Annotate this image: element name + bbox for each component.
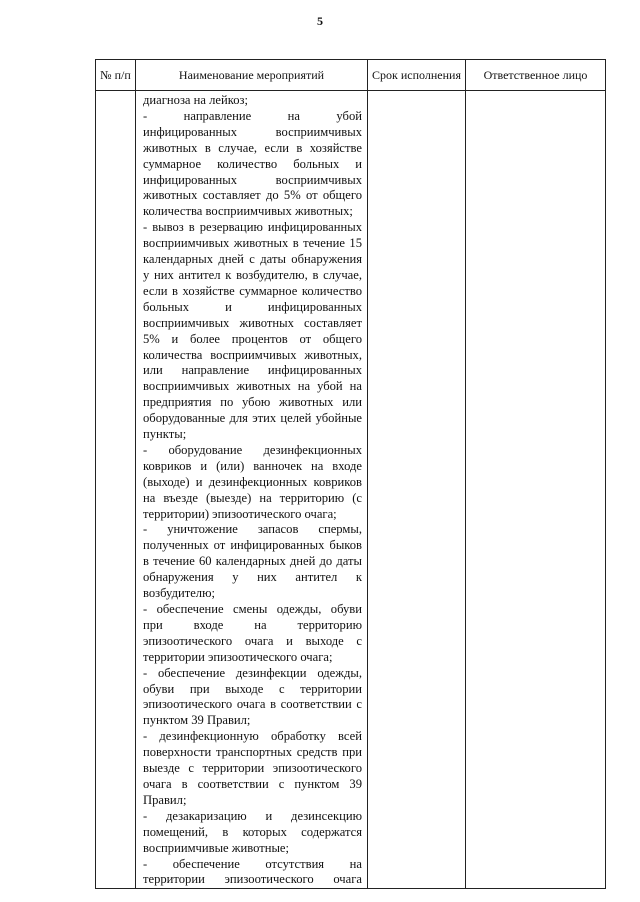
measure-line: возбудителю; bbox=[143, 586, 215, 601]
measure-line: если в хозяйстве суммарное количество bbox=[143, 283, 362, 298]
header-measure-name: Наименование мероприятий bbox=[136, 60, 368, 91]
measure-item bbox=[143, 809, 362, 857]
measure-item bbox=[143, 522, 362, 602]
measure-line: у них антител к возбудителю, в случае, bbox=[143, 267, 362, 282]
measure-line: диагноза на лейкоз; bbox=[143, 93, 248, 107]
measure-line: поверхности транспортных средств при bbox=[143, 745, 362, 760]
measure-line: эпизоотического очага и выходе с bbox=[143, 633, 362, 648]
table-row bbox=[96, 91, 606, 889]
measure-item bbox=[143, 220, 362, 443]
measure-line: (выходе) и дезинфекционных ковриков bbox=[143, 474, 362, 489]
measures-list bbox=[136, 91, 367, 888]
measure-line: территории) эпизоотического очага; bbox=[143, 506, 337, 521]
measure-line: предприятия по убою животных или bbox=[143, 395, 362, 410]
measure-line: количества восприимчивых животных, bbox=[143, 347, 362, 362]
measure-line: пункты; bbox=[143, 427, 187, 442]
measure-line: эпизоотического очага в соответствии с bbox=[143, 697, 362, 712]
measure-line: - оборудование дезинфекционных bbox=[143, 442, 362, 457]
measure-line: животных составляет до 5% от общего bbox=[143, 188, 362, 203]
measure-item bbox=[143, 729, 362, 809]
page-number: 5 bbox=[317, 14, 323, 28]
measure-line: восприимчивых животных в течение 15 bbox=[143, 236, 362, 251]
measure-item bbox=[143, 666, 362, 730]
measures-table bbox=[95, 59, 606, 889]
measure-line: ковриков и (или) ванночек на входе bbox=[143, 458, 362, 473]
measure-line: восприимчивых животных на убой на bbox=[143, 379, 362, 394]
measure-line: - обеспечение дезинфекции одежды, bbox=[143, 665, 362, 680]
measure-line: территории эпизоотического очага bbox=[143, 872, 362, 887]
measure-line: полученных от инфицированных быков bbox=[143, 538, 362, 553]
header-responsible: Ответственное лицо bbox=[466, 60, 606, 91]
measure-line: на въезде (выезде) на территорию (с bbox=[143, 490, 362, 505]
measure-line: инфицированных восприимчивых bbox=[143, 172, 362, 187]
measure-line: календарных дней с даты обнаружения bbox=[143, 252, 362, 267]
measure-line: в течение 60 календарных дней до даты bbox=[143, 554, 362, 569]
table-header-row bbox=[96, 60, 606, 91]
measure-line: территории эпизоотического очага; bbox=[143, 649, 333, 664]
measure-line: - направление на убой bbox=[143, 108, 362, 123]
measure-line: - обеспечение отсутствия на bbox=[143, 856, 362, 871]
measure-line: выезде с территории эпизоотического bbox=[143, 761, 362, 776]
measure-line: пунктом 39 Правил; bbox=[143, 713, 251, 728]
measure-line: - вывоз в резервацию инфицированных bbox=[143, 220, 362, 235]
measure-line: 5% и более процентов от общего bbox=[143, 331, 362, 346]
measure-line: больных и инфицированных bbox=[143, 299, 362, 314]
measure-line: - обеспечение смены одежды, обуви bbox=[143, 602, 362, 616]
measure-line: оборудованные для этих целей убойные bbox=[143, 411, 362, 426]
measure-line: инфицированных восприимчивых bbox=[143, 124, 362, 139]
measure-item bbox=[143, 443, 362, 523]
measure-line: при входе на территорию bbox=[143, 617, 362, 632]
measure-line: суммарное количество больных и bbox=[143, 156, 362, 171]
measure-line: восприимчивых животных составляет bbox=[143, 315, 362, 330]
measure-item bbox=[143, 602, 362, 666]
measure-line: животных в случае, если в хозяйстве bbox=[143, 140, 362, 155]
measure-line: помещений, в которых содержатся bbox=[143, 824, 362, 839]
header-number: № п/п bbox=[96, 60, 136, 91]
measure-line: - уничтожение запасов спермы, bbox=[143, 522, 362, 537]
measure-item bbox=[143, 109, 362, 220]
measure-line: - дезакаризацию и дезинсекцию bbox=[143, 808, 362, 823]
measure-item bbox=[143, 857, 362, 889]
measure-line: или направление инфицированных bbox=[143, 363, 362, 378]
measure-line: обнаружения у них антител к bbox=[143, 570, 362, 585]
measure-item bbox=[143, 93, 362, 109]
number-cell bbox=[96, 91, 136, 889]
measures-cell bbox=[136, 91, 368, 889]
deadline-cell bbox=[368, 91, 466, 889]
measure-line: - дезинфекционную обработку всей bbox=[143, 729, 362, 744]
responsible-cell bbox=[466, 91, 606, 889]
measure-line: восприимчивые животные; bbox=[143, 840, 289, 855]
measure-line: Правил; bbox=[143, 792, 187, 807]
header-deadline: Срок исполнения bbox=[368, 60, 466, 91]
measure-line: количества восприимчивых животных; bbox=[143, 204, 353, 219]
measure-line: обуви при выходе с территории bbox=[143, 681, 362, 696]
measure-line: очага в соответствии с пунктом 39 bbox=[143, 776, 362, 791]
